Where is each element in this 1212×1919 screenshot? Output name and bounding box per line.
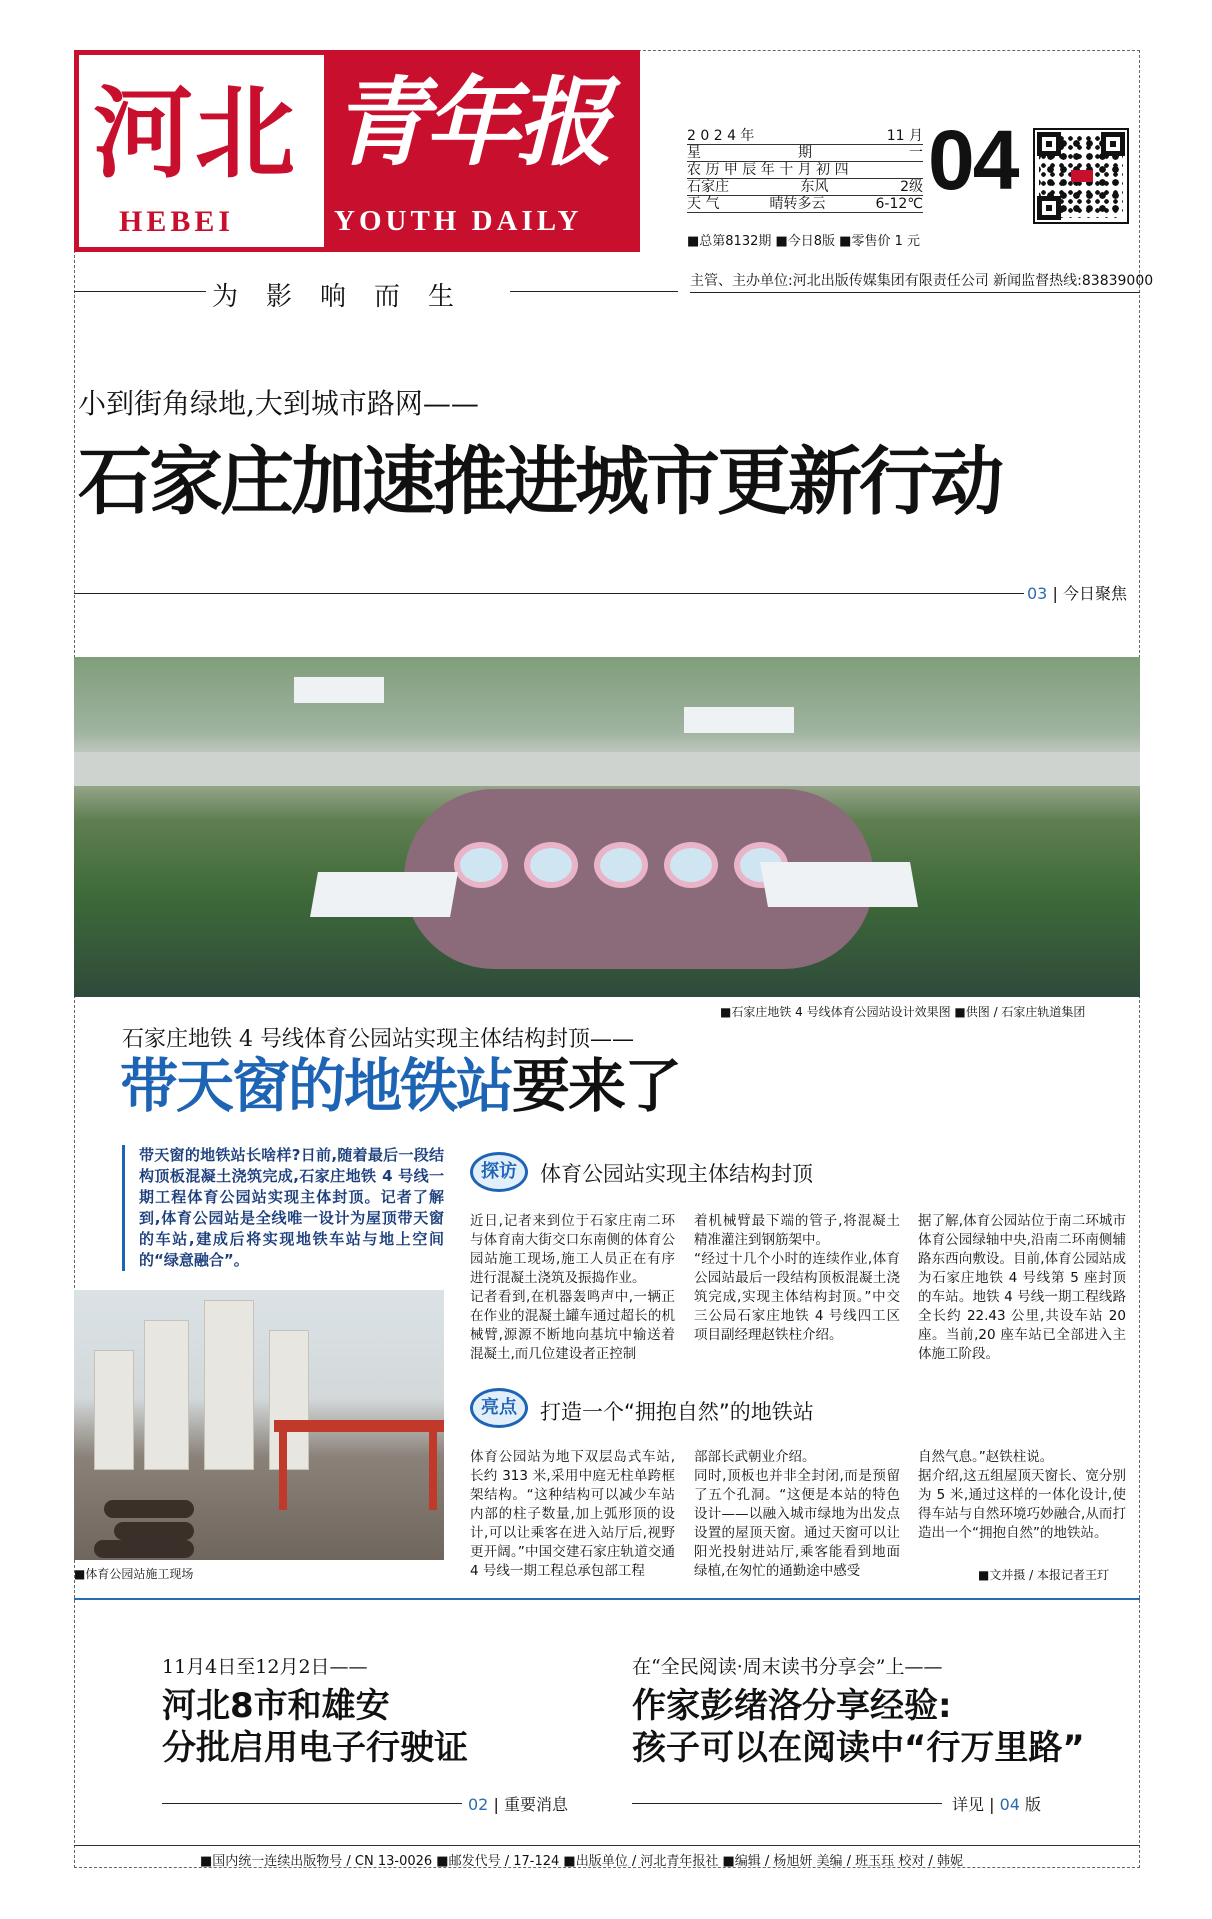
issue-info: ■总第8132期 ■今日8版 ■零售价 1 元	[687, 234, 921, 249]
promo2-page-link[interactable]	[952, 1792, 1041, 1815]
nav-divider: |	[989, 1795, 1000, 1814]
footer-rule	[74, 1845, 1140, 1846]
promo1-page-link[interactable]	[468, 1792, 568, 1815]
date-year: 2 0 2 4 年	[687, 128, 755, 144]
masthead-name-hebei: 河北	[93, 74, 297, 192]
lunar-date: 农 历 甲 辰 年 十 月 初 四	[687, 162, 849, 178]
weekday-value: 一	[909, 145, 923, 161]
date-row-wind	[687, 179, 923, 196]
promo1-page-number: 02	[468, 1795, 489, 1814]
promo2-prefix: 详见	[952, 1795, 985, 1814]
weather-label: 天 气	[687, 196, 720, 212]
promo1-headline-line2[interactable]: 分批启用电子行驶证	[162, 1728, 468, 1768]
slogan: 为影响而生	[212, 282, 483, 312]
lead-nav-rule	[74, 593, 1024, 594]
masthead-name-hebei-en: HEBEI	[119, 205, 235, 238]
promo2-kicker: 在“全民阅读·周末读书分享会”上——	[632, 1656, 943, 1678]
feature-headline[interactable]	[120, 1052, 681, 1120]
date-month: 11 月	[886, 128, 923, 144]
slogan-rule-right	[510, 291, 678, 292]
qr-code-icon[interactable]	[1033, 128, 1129, 224]
promo2-section: 版	[1025, 1795, 1042, 1814]
temperature-range: 6-12℃	[875, 196, 923, 212]
feature-lead: 带天窗的地铁站长啥样?日前,随着最后一段结构顶板混凝土浇筑完成,石家庄地铁 4 号线一期工程体育公园站实现主体封顶。记者了解到,体育公园站是全线唯一设计为屋顶带天窗的车站,建成后将实现地铁车站与地上空间的“绿意融合”。	[122, 1145, 444, 1271]
date-day-number: 04	[928, 113, 1018, 207]
nav-divider: |	[1052, 584, 1063, 603]
slogan-rule-left	[74, 291, 206, 292]
masthead-name-youth-daily: 青年报	[332, 66, 608, 179]
sponsor-info: 主管、主办单位:河北出版传媒集团有限责任公司 新闻监督热线:83839000	[690, 273, 1154, 289]
feature-kicker: 石家庄地铁 4 号线体育公园站实现主体结构封顶——	[122, 1027, 634, 1052]
section2-col2: 部部长武朝业介绍。 同时,顶板也并非全封闭,而是预留了五个孔洞。“这便是本站的特色设计——以融入城市绿地为出发点设置的屋顶天窗。通过天窗可以让阳光投射进站厅,乘客能看到地面绿植,在匆忙的通勤途中感受	[694, 1449, 900, 1579]
section1-title: 体育公园站实现主体结构封顶	[540, 1162, 813, 1186]
promo1-headline-line1[interactable]: 河北8市和雄安	[162, 1686, 390, 1726]
rendering-caption: ■石家庄地铁 4 号线体育公园站设计效果图 ■供图 / 石家庄轨道集团	[720, 1005, 1086, 1019]
feature-headline-rest: 要来了	[512, 1052, 681, 1120]
section2-title: 打造一个“拥抱自然”的地铁站	[540, 1400, 814, 1424]
date-block	[687, 128, 923, 213]
lead-page-link[interactable]	[1027, 581, 1127, 604]
nav-divider: |	[493, 1795, 504, 1814]
promo2-headline-line1[interactable]: 作家彭绪洛分享经验:	[632, 1686, 952, 1726]
section1-col1: 近日,记者来到位于石家庄南二环与体育南大街交口东南侧的体育公园站施工现场,施工人员正在有序进行混凝土浇筑及振捣作业。 记者看到,在机器轰鸣声中,一辆正在作业的混凝土罐车通过超长的机械臂,源源不断地向基坑中输送着混凝土,而几位建设者正控制	[470, 1213, 675, 1362]
construction-site-photo	[74, 1290, 444, 1560]
wind-level: 2级	[900, 179, 923, 195]
date-row-lunar	[687, 162, 923, 179]
weather-city: 石家庄	[687, 179, 729, 195]
visit-badge-icon: 探访	[470, 1152, 528, 1192]
lead-headline[interactable]: 石家庄加速推进城市更新行动	[78, 439, 1001, 525]
date-row-year-month	[687, 128, 923, 145]
promo2-page-number: 04	[999, 1795, 1020, 1814]
feature-byline: ■文并摄 / 本报记者王玎	[978, 1568, 1110, 1582]
site-photo-caption: ■体育公园站施工现场	[74, 1567, 194, 1581]
promo2-headline-line2[interactable]: 孩子可以在阅读中“行万里路”	[632, 1728, 1085, 1768]
lead-kicker: 小到街角绿地,大到城市路网——	[78, 387, 479, 420]
sponsor-rule	[690, 292, 1140, 293]
lead-section-name: 今日聚焦	[1062, 584, 1127, 603]
feature-bottom-rule	[74, 1598, 1140, 1600]
weekday-label-2: 期	[798, 145, 812, 161]
station-rendering-image	[74, 657, 1140, 997]
promo1-rule	[162, 1803, 462, 1804]
date-row-weather	[687, 196, 923, 213]
wind-direction: 东风	[800, 179, 829, 195]
section1-col3: 据了解,体育公园站位于南二环城市体育公园绿轴中央,沿南二环南侧辅路东西向敷设。目前,体育公园站成为石家庄地铁 4 号线第 5 座封顶的车站。地铁 4 号线一期工程线路全长约 22.43 公里,共设车站 20 座。当前,20 座车站已全部进入主体施工阶段。	[918, 1213, 1126, 1362]
footer-credits: ■国内统一连续出版物号 / CN 13-0026 ■邮发代号 / 17-124 ■出版单位 / 河北青年报社 ■编辑 / 杨旭妍 美编 / 班玉珏 校对 / 韩妮	[200, 1854, 963, 1869]
masthead-right	[324, 55, 635, 247]
promo1-kicker: 11月4日至12月2日——	[162, 1656, 368, 1678]
feature-headline-highlight: 带天窗的地铁站	[120, 1052, 513, 1120]
weekday-label-1: 星	[687, 145, 701, 161]
date-row-weekday	[687, 145, 923, 162]
masthead-left	[79, 55, 319, 247]
masthead-name-youth-daily-en: YOUTH DAILY	[334, 205, 583, 237]
highlight-badge-icon: 亮点	[470, 1388, 528, 1428]
section2-col3: 自然气息。”赵铁柱说。 据介绍,这五组屋顶天窗长、宽分别为 5 米,通过这样的一体化设计,使得车站与自然环境巧妙融合,从而打造出一个“拥抱自然”的地铁站。	[918, 1449, 1126, 1541]
section1-col2: 着机械臂最下端的管子,将混凝土精准灌注到钢筋架中。 “经过十几个小时的连续作业,体育公园站最后一段结构顶板混凝土浇筑完成,实现主体结构封顶。”中交三公局石家庄地铁 4 号线四工区项目副经理赵铁柱介绍。	[694, 1213, 900, 1343]
weather-condition: 晴转多云	[769, 196, 826, 212]
promo1-section: 重要消息	[503, 1795, 568, 1814]
section2-col1: 体育公园站为地下双层岛式车站,长约 313 米,采用中庭无柱单跨框架结构。“这种结构可以减少车站内部的柱子数量,加上弧形顶的设计,可以让乘客在进入站厅后,视野更开阔。”中国交建石家庄轨道交通 4 号线一期工程总承包部工程	[470, 1449, 675, 1579]
promo2-rule	[632, 1803, 942, 1804]
masthead-logo[interactable]	[74, 50, 640, 252]
lead-page-number: 03	[1027, 584, 1048, 603]
